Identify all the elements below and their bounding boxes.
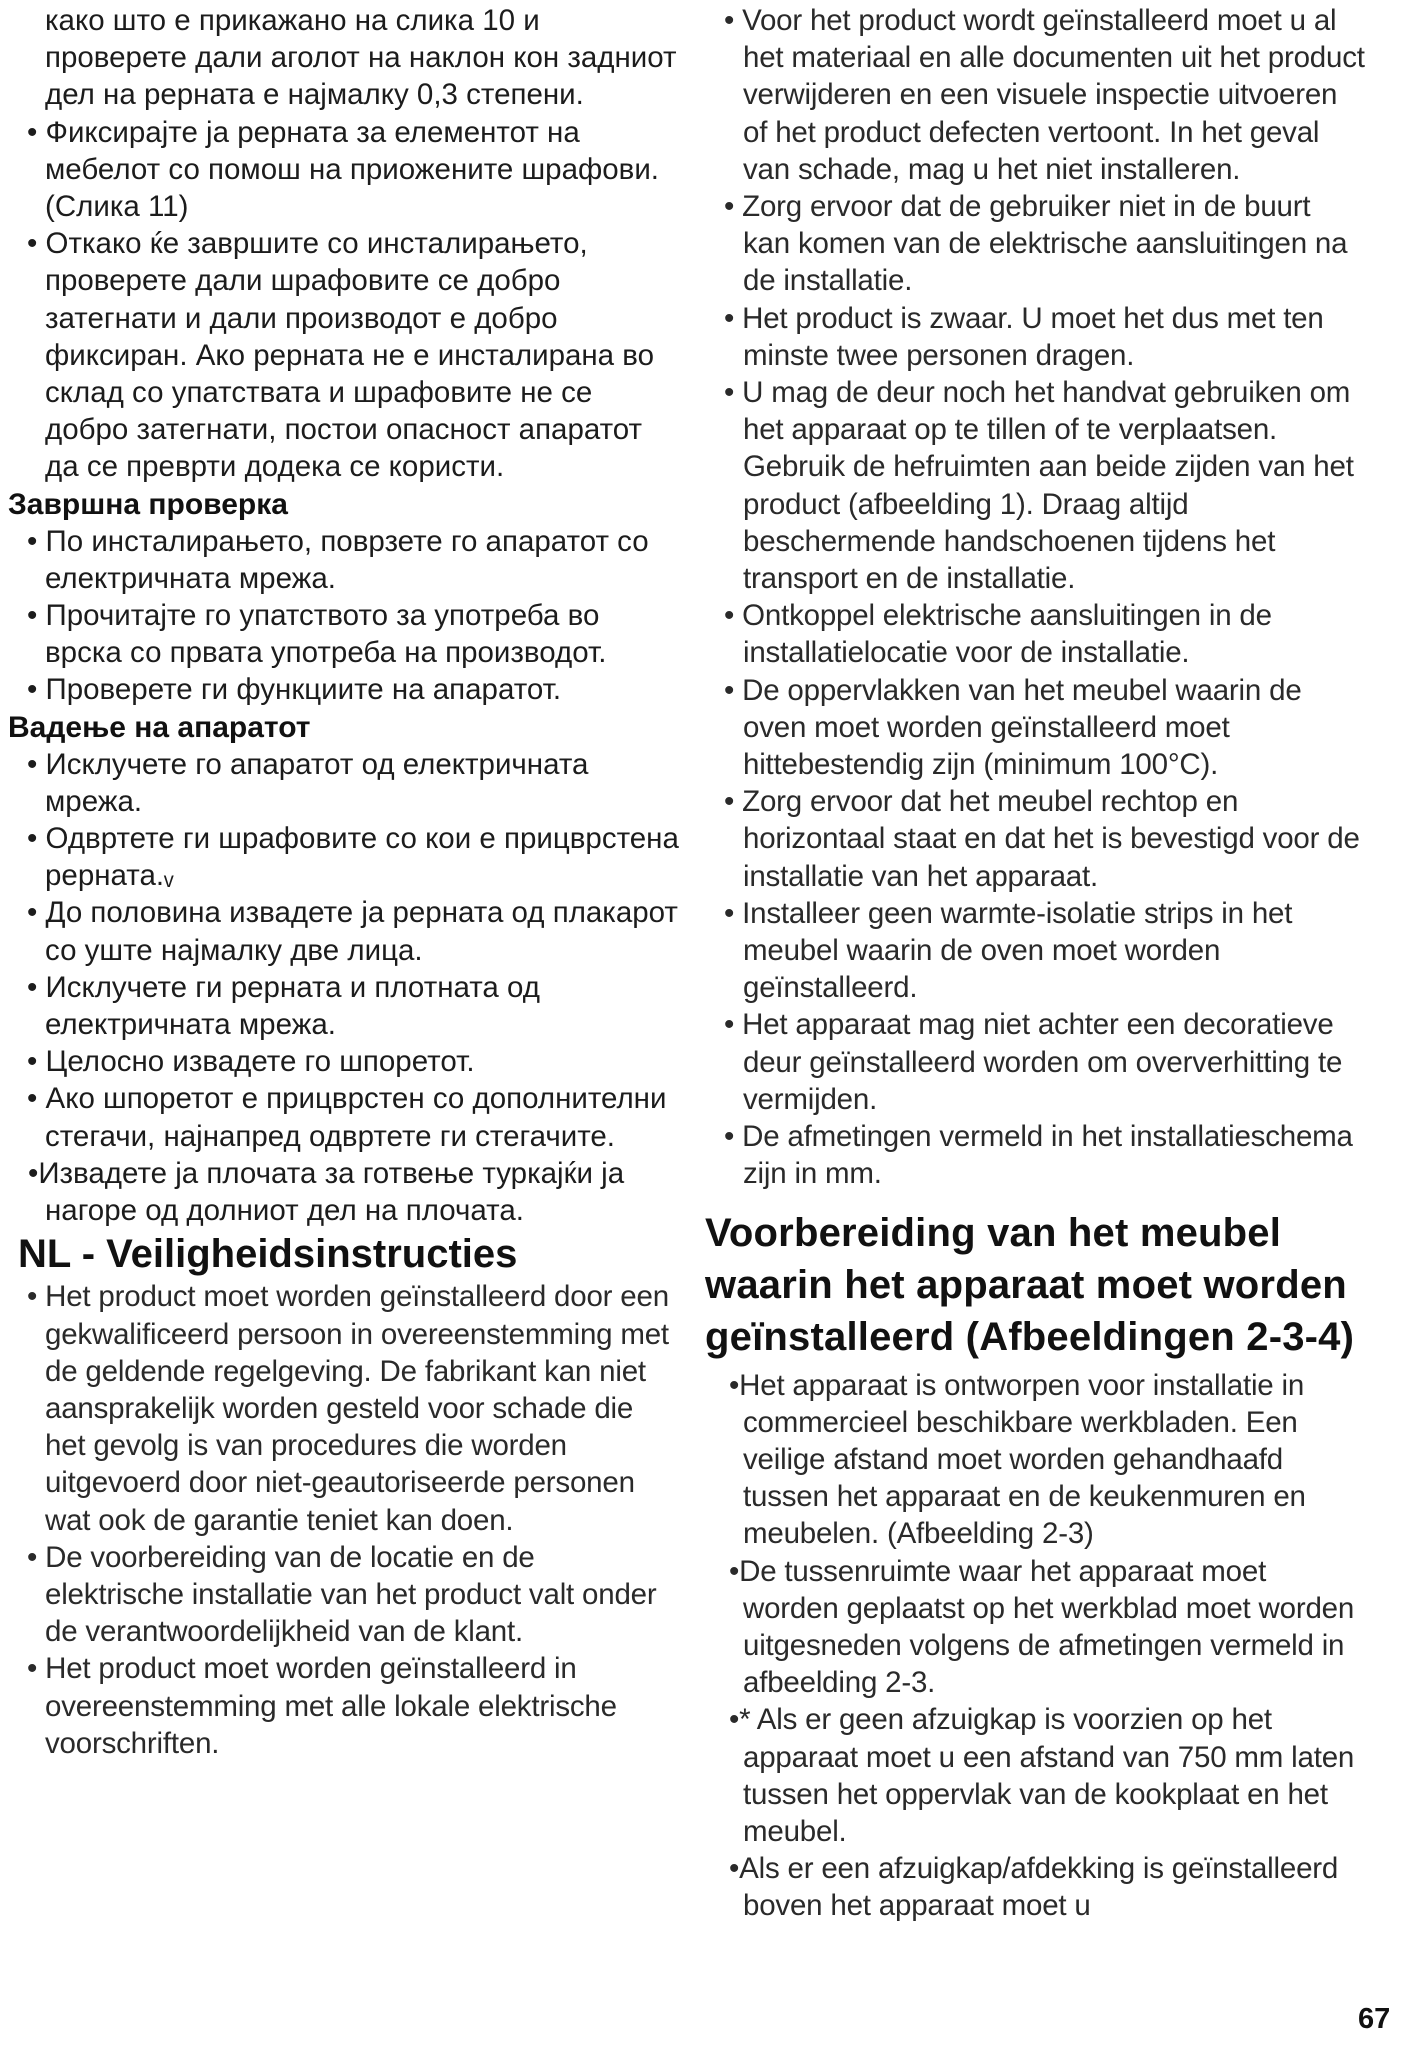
list-item: • Ако шпоретот е прицврстен со дополнителни стегачи, најнапред одвртете ги стегачите. xyxy=(27,1082,667,1153)
list-item: •Извадете ја плочата за готвење туркајќи ја нагоре од долниот дел на плочата. xyxy=(28,1156,625,1228)
list-item: • По инсталирањето, поврзете го апаратот со електричната мрежа. xyxy=(27,524,649,595)
list-item: • До половина извадете ја рерната од плакарот со уште најмалку две лица. xyxy=(27,896,678,967)
list-item: •De tussenruimte waar het apparaat moet worden geplaatst op het werkblad moet worden uitgesneden volgens de afmetingen vermeld in afbeelding 2-3. xyxy=(729,1554,1355,1700)
list-item: •Het apparaat is ontworpen voor installatie in commercieel beschikbare werkbladen. Een veilige afstand moet worden gehandhaafd tussen het apparaat en de keukenmuren en meubelen. (Afbeelding 2-3) xyxy=(729,1368,1306,1551)
heading-removal: Вадење на апаратот xyxy=(8,710,311,744)
list-item: • Het product moet worden geïnstalleerd door een gekwalificeerd persoon in overeenstemming met de geldende regelgeving. De fabrikant kan niet aansprakelijk worden gesteld voor schade die het gevolg is van procedures die worden uitgevoerd door niet-geautoriseerde personen wat ook de garantie teniet kan doen. xyxy=(27,1280,669,1537)
intro-paragraph: како што е прикажано на слика 10 и проверете дали аголот на наклон кон задниот дел на рерната е најмалку 0,3 степени. xyxy=(45,4,677,112)
list-item: •* Als er geen afzuigkap is voorzien op het apparaat moet u een afstand van 750 mm laten tussen het oppervlak van de kookplaat en het meubel. xyxy=(729,1703,1355,1848)
list-item: • Исклучете го апаратот од електричната мрежа. xyxy=(27,747,589,818)
list-item: • De voorbereiding van de locatie en de elektrische installatie van het product valt onder de verantwoordelijkheid van de klant. xyxy=(27,1540,657,1649)
heading-final-check: Завршна проверка xyxy=(8,487,288,521)
list-item: • De afmetingen vermeld in het installatieschema zijn in mm. xyxy=(724,1120,1353,1191)
list-item: • Het apparaat mag niet achter een decoratieve deur geïnstalleerd worden om oververhitting te vermijden. xyxy=(724,1008,1343,1116)
list-item: • De oppervlakken van het meubel waarin de oven moet worden geïnstalleerd moet hittebestendig zijn (minimum 100°C). xyxy=(724,673,1302,782)
list-item: • Zorg ervoor dat de gebruiker niet in de buurt kan komen van de elektrische aansluitingen na de installatie. xyxy=(724,190,1348,298)
list-item: • Фиксирајте ја рерната за елементот на мебелот со помош на приожените шрафови. (Слика 11) xyxy=(27,115,659,224)
list-item: • Целосно извадете го шпоретот. xyxy=(27,1045,475,1079)
list-item: • Прочитајте го упатството за употреба во врска со првата употреба на производот. xyxy=(27,599,607,670)
list-item: • Zorg ervoor dat het meubel rechtop en horizontaal staat en dat het is bevestigd voor de installatie van het apparaat. xyxy=(724,785,1360,893)
heading-nl-safety: NL - Veiligheidsinstructies xyxy=(18,1232,518,1277)
list-item: • Installeer geen warmte-isolatie strips in het meubel waarin de oven moet worden geïnstalleerd. xyxy=(724,896,1293,1005)
list-item: • U mag de deur noch het handvat gebruiken om het apparaat op te tillen of te verplaatsen. Gebruik de hefruimten aan beide zijden van het product (afbeelding 1). Draag altijd beschermende handschoenen tijdens het transport en de installatie. xyxy=(724,376,1354,596)
list-item: • Het product is zwaar. U moet het dus met ten minste twee personen dragen. xyxy=(724,301,1324,372)
list-item: • Ontkoppel elektrische aansluitingen in de installatielocatie voor de installatie. xyxy=(724,599,1272,670)
list-item: • Откако ќе завршите со инсталирањето, проверете дали шрафовите се добро затегнати и дали производот е добро фиксиран. Ако рерната не е инсталирана во склад со упатствата и шрафовите не се добро затегнати, постои опасност апаратот да се преврти додека се користи. xyxy=(27,227,655,484)
heading-preparation: Voorbereiding van het meubel waarin het apparaat moet worden geïnstalleerd (Afbeeldingen 2-3-4) xyxy=(705,1210,1355,1359)
left-column xyxy=(8,2,680,1762)
list-item: • Исклучете ги рерната и плотната од електричната мрежа. xyxy=(27,970,541,1042)
right-column xyxy=(705,2,1365,1925)
list-item: •Als er een afzuigkap/afdekking is geïnstalleerd boven het apparaat moet u xyxy=(729,1852,1339,1923)
list-item: • Одвртете ги шрафовите со кои е прицврстена рерната.ᵥ xyxy=(27,822,679,893)
list-item: • Het product moet worden geïnstalleerd in overeenstemming met alle lokale elektrische voorschriften. xyxy=(27,1652,617,1760)
list-item: • Проверете ги функциите на апаратот. xyxy=(27,673,562,707)
page-number: 67 xyxy=(1358,2003,1391,2035)
list-item: • Voor het product wordt geïnstalleerd moet u al het materiaal en alle documenten uit het product verwijderen en een visuele inspectie uitvoeren of het product defecten vertoont. In het geval van schade, mag u het niet installeren. xyxy=(724,4,1365,186)
